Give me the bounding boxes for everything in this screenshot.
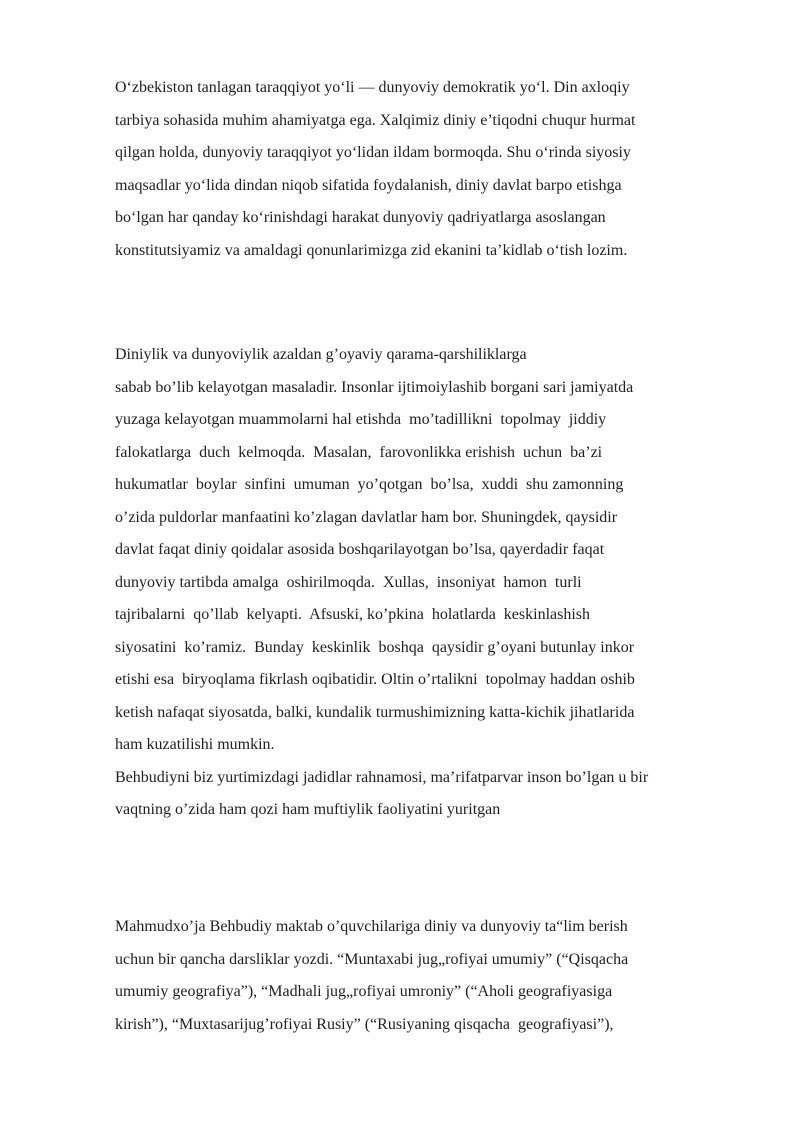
text-line: siyosatini ko’ramiz. Bunday keskinlik boshqa qaysidir g’oyani butunlay inkor [115, 638, 635, 656]
text-line: O‘zbekiston tanlagan taraqqiyot yo‘li — dunyoviy demokratik yo‘l. Din axloqiy [115, 79, 630, 96]
text-line: tajribalarni qo’llab kelyapti. Afsuski, ko’pkina holatlarda keskinlashish [115, 606, 591, 623]
text-line: yuzaga kelayotgan muammolarni hal etishda mo’tadillikni topolmay jiddiy [115, 411, 607, 428]
text-line: davlat faqat diniy qoidalar asosida boshqarilayotgan bo’lsa, qayerdadir faqat [115, 541, 605, 558]
text-line: kirish”), “Muxtasarijug’rofiyai Rusiy” (“Rusiyaning qisqacha geografiyasi”), [115, 1015, 614, 1033]
paragraph [115, 911, 628, 1041]
paragraph [115, 339, 648, 827]
text-line: dunyoviy tartibda amalga oshirilmoqda. Xullas, insoniyat hamon turli [115, 573, 582, 591]
text-line: maqsadlar yo‘lida dindan niqob sifatida foydalanish, diniy davlat barpo etishga [115, 176, 622, 194]
text-line: o’zida puldorlar manfaatini ko’zlagan davlatlar ham bor. Shuningdek, qaysidir [115, 508, 618, 526]
text-line: etishi esa biryoqlama fikrlash oqibatidir. Oltin o’rtalikni topolmay haddan oshib [115, 671, 635, 688]
text-line: hukumatlar boylar sinfini umuman yo’qotgan bo’lsa, xuddi shu zamonning [115, 476, 624, 493]
text-line: Behbudiyni biz yurtimizdagi jadidlar rahnamosi, ma’rifatparvar inson bo’lgan u bir [115, 768, 649, 786]
text-line: sabab bo’lib kelayotgan masaladir. Insonlar ijtimoiylashib borgani sari jamiyatda [115, 378, 634, 396]
text-line: vaqtning o’zida ham qozi ham muftiylik faoliyatini yuritgan [115, 801, 501, 818]
text-line: Diniylik va dunyoviylik azaldan g’oyaviy qarama-qarshiliklarga [115, 346, 527, 363]
text-line: Mahmudxo’ja Behbudiy maktab o’quvchilariga diniy va dunyoviy ta“lim berish [115, 918, 628, 935]
text-line: umumiy geografiya”), “Madhali jug„rofiyai umroniy” (“Aholi geografiyasiga [115, 983, 613, 1000]
text-line: ketish nafaqat siyosatda, balki, kundalik turmushimizning katta-kichik jihatlarida [115, 703, 635, 721]
text-line: bo‘lgan har qanday ko‘rinishdagi harakat dunyoviy qadriyatlarga asoslangan [115, 209, 606, 226]
text-line: ham kuzatilishi mumkin. [115, 736, 275, 753]
text-line: uchun bir qancha darsliklar yozdi. “Muntaxabi jug„rofiyai umumiy” (“Qisqacha [115, 950, 629, 968]
text-line: qilgan holda, dunyoviy taraqqiyot yo‘lidan ildam bormoqda. Shu o‘rinda siyosiy [115, 144, 631, 161]
text-line: falokatlarga duch kelmoqda. Masalan, farovonlikka erishish uchun ba’zi [115, 443, 603, 461]
paragraph [115, 72, 635, 267]
text-line: tarbiya sohasida muhim ahamiyatga ega. Xalqimiz diniy e’tiqodni chuqur hurmat [115, 111, 636, 129]
text-line: konstitutsiyamiz va amaldagi qonunlarimizga zid ekanini ta’kidlab o‘tish lozim. [115, 241, 628, 259]
